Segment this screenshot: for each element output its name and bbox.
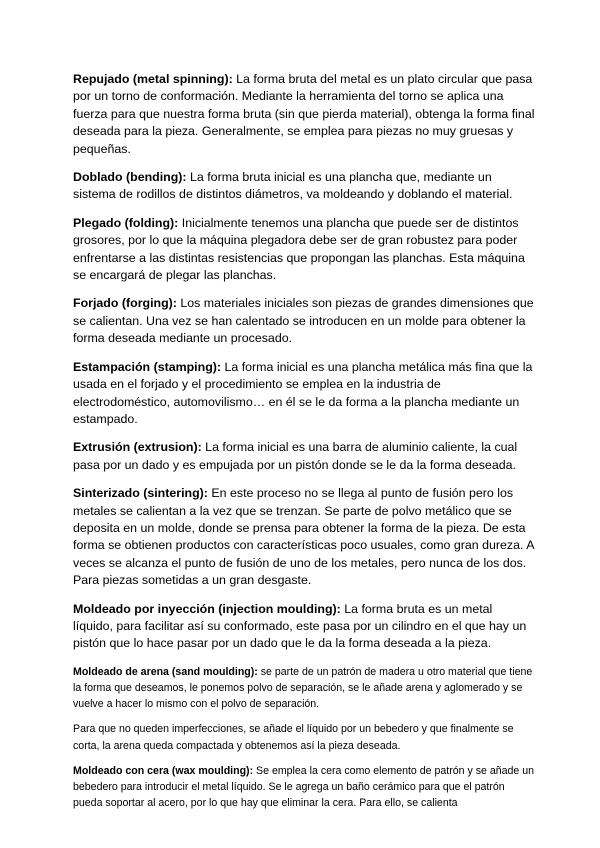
text-cera: Se emplea la cera como elemento de patrón y se añade un bebedero para introducir el metal líquido. Se le agrega un baño cerámico para que el patrón pueda soportar al acero, por lo que hay que eliminar la cera. Para ello, se calienta (73, 764, 535, 810)
document-page (73, 71, 535, 820)
text-forjado: Los materiales iniciales son piezas de grandes dimensiones que se calientan. Una vez se han calentado se introducen en un molde para obtener la forma deseada mediante un procesado. (73, 296, 534, 346)
term-forjado: Forjado (forging): (73, 296, 177, 311)
paragraph-estampacion (73, 359, 535, 429)
text-arena: se parte de un patrón de madera u otro material que tiene la forma que deseamos, le ponemos polvo de separación, se le añade arena y aglomerado y se vuelve a hacer lo mismo con el polvo de separación. (73, 665, 533, 711)
paragraph-cera (73, 763, 535, 812)
text-inyeccion: La forma bruta es un metal líquido, para facilitar así su conformado, este pasa por un cilindro en el que hay un pistón que lo hace pasar por un dado que le da la forma deseada a la pieza. (73, 601, 527, 651)
term-extrusion: Extrusión (extrusion): (73, 440, 202, 455)
text-arena-continuation: Para que no queden imperfecciones, se añade el líquido por un bebedero y que finalmente se corta, la arena queda compactada y obtenemos así la pieza deseada. (73, 723, 514, 752)
paragraph-arena (73, 664, 535, 713)
paragraph-arena-continuation (73, 721, 535, 753)
text-plegado: Inicialmente tenemos una plancha que puede ser de distintos grosores, por lo que la máquina plegadora debe ser de gran robustez para poder enfrentarse a las distintas resistencias que propongan las planchas. Esta máquina se encargará de plegar las planchas. (73, 215, 525, 283)
paragraph-doblado (73, 169, 535, 204)
paragraph-inyeccion (73, 601, 535, 653)
term-cera: Moldeado con cera (wax moulding): (73, 764, 254, 777)
text-repujado: La forma bruta del metal es un plato circular que pasa por un torno de conformación. Mediante la herramienta del torno se aplica una fuerza para que nuestra forma bruta (sin que pierda material), obtenga la forma final deseada para la pieza. Generalmente, se emplea para piezas no muy gruesas y pequeñas. (73, 72, 535, 156)
paragraph-extrusion (73, 439, 535, 474)
paragraph-forjado (73, 295, 535, 347)
term-repujado: Repujado (metal spinning): (73, 72, 233, 86)
text-sinterizado: En este proceso no se llega al punto de fusión pero los metales se calientan a la vez que se trenzan. Se parte de polvo metálico que se deposita en un molde, donde se prensa para obtener la forma de la pieza. De esta forma se obtienen productos con características poco usuales, como gran dureza. A veces se alcanza el punto de fusión de uno de los metales, pero nunca de los dos. Para piezas sometidas a un gran desgaste. (73, 486, 534, 588)
text-extrusion: La forma inicial es una barra de aluminio caliente, la cual pasa por un dado y es empujada por un pistón donde se le da la forma deseada. (73, 440, 518, 472)
text-estampacion: La forma inicial es una plancha metálica más fina que la usada en el forjado y el procedimiento se emplea en la industria de electrodoméstico, automovilismo… en él se le da forma a la plancha mediante un estampado. (73, 359, 533, 426)
term-plegado: Plegado (folding): (73, 215, 179, 230)
term-estampacion: Estampación (stamping): (73, 359, 222, 374)
term-sinterizado: Sinterizado (sintering): (73, 486, 208, 501)
paragraph-repujado (73, 71, 535, 158)
paragraph-sinterizado (73, 485, 535, 589)
term-arena: Moldeado de arena (sand moulding): (73, 665, 258, 678)
term-doblado: Doblado (bending): (73, 170, 187, 185)
paragraph-plegado (73, 215, 535, 285)
text-doblado: La forma bruta inicial es una plancha que, mediante un sistema de rodillos de distintos diámetros, va moldeando y doblando el material. (73, 170, 513, 202)
term-inyeccion: Moldeado por inyección (injection moulding): (73, 601, 341, 616)
